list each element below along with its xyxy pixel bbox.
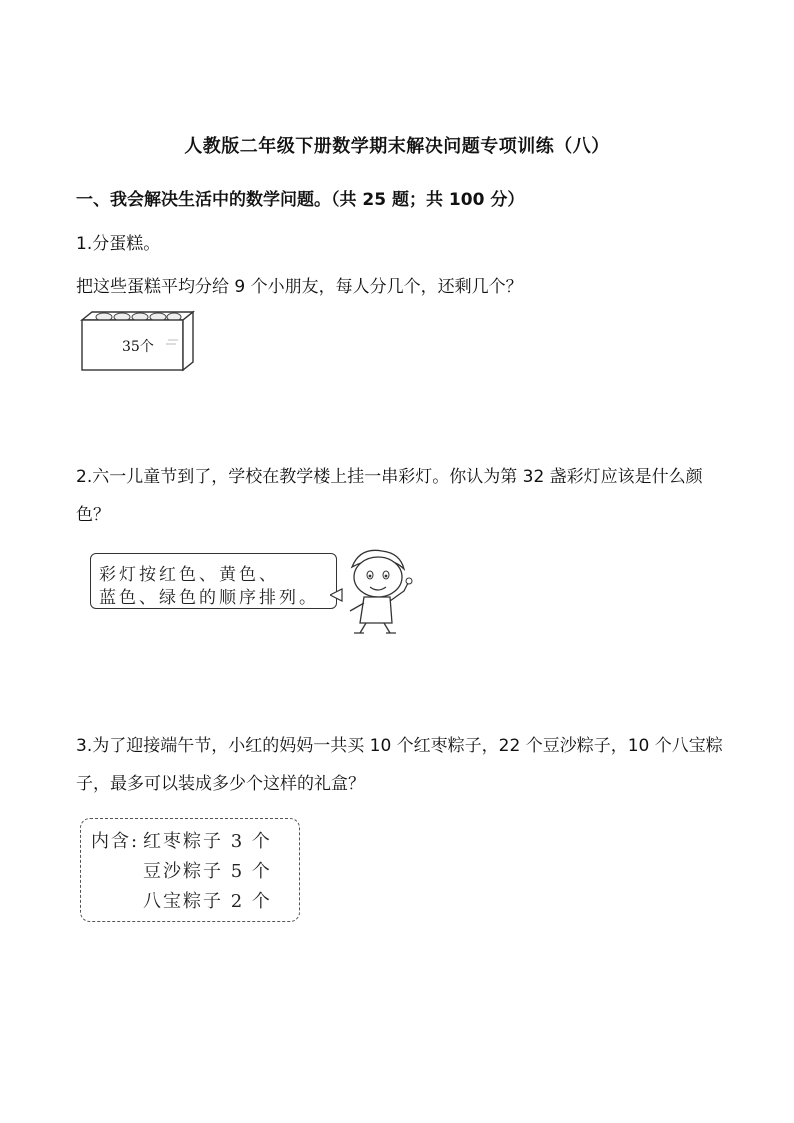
gift-row-2: 豆沙粽子 5 个 [143,861,272,882]
gift-row-3: 八宝粽子 2 个 [143,891,272,912]
speech-bubble [90,553,337,609]
q1-text: 把这些蛋糕平均分给 9 个小朋友，每人分几个，还剩几个？ [76,277,523,297]
page-title: 人教版二年级下册数学期末解决问题专项训练（八） [184,136,610,157]
gift-box-prefix: 内含: [91,831,140,852]
gift-box-contents [80,818,300,922]
section-heading: 一、我会解决生活中的数学问题。（共 25 题；共 100 分） [76,190,525,210]
boy-illustration [330,545,420,635]
q3-text: 3.为了迎接端午节，小红的妈妈一共买 10 个红枣粽子，22 个豆沙粽子，10 个八宝粽子，最多可以装成多少个这样的礼盒？ [76,736,723,794]
cake-box-illustration [80,310,195,372]
boy-drawing [330,545,420,635]
bubble-line-2: 蓝色、绿色的顺序排列。 [99,588,319,608]
bubble-line-1: 彩灯按红色、黄色、 [99,565,279,585]
cake-box-label: 35个 [122,339,154,355]
q1-heading: 1.分蛋糕。 [76,234,161,254]
q2-text: 2.六一儿童节到了，学校在教学楼上挂一串彩灯。你认为第 32 盏彩灯应该是什么颜色？ [76,467,703,525]
gift-row-1: 红枣粽子 3 个 [143,831,272,852]
